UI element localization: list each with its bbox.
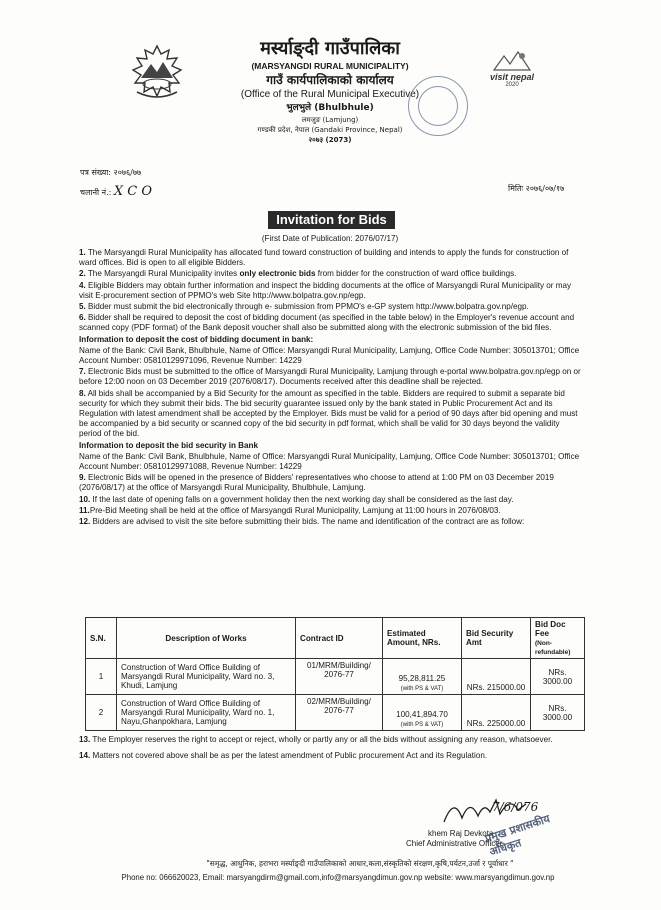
paragraph-14: 14. Matters not covered above shall be as per the latest amendment of Public procurement Act and its Regulation. [79, 751, 488, 761]
district-name: लमजुङ (Lamjung) [301, 116, 359, 124]
letter-date-label: मितिः [508, 184, 524, 193]
letter-date-value: २०७६/०७/१७ [525, 184, 565, 193]
paragraph-2: 2. The Marsyangdi Rural Municipality invites only electronic bids from bidder for the construction of ward office buildings. [79, 269, 517, 279]
visit-nepal-text: visit nepal [489, 72, 534, 82]
signature-date: 7/6/076 [492, 800, 539, 814]
cell-contract-id: 02/MRM/Building/ 2076-77 [296, 695, 383, 731]
col-estimated-amount: Estimated Amount, NRs. [383, 618, 462, 659]
cell-estimated-amount: 100,41,894.70 (with PS & VAT) [383, 695, 462, 731]
bank-info-2: Name of the Bank: Civil Bank, Bhulbhule, Name of Office: Marsyangdi Rural Municipality, Lamjung, Office Code Number: 305013701; Office Account Number: 05810129971088, Revenue Number: 14229 [79, 451, 580, 472]
col-contract-id: Contract ID [296, 618, 383, 659]
signatory-name: khem Raj Devkota [428, 829, 494, 838]
cell-sn: 2 [86, 695, 117, 731]
letter-number-label: पत्र संख्या: [80, 168, 111, 177]
paragraph-11: 11.Pre-Bid Meeting shall be held at the office of Marsyangdi Rural Municipality, Lamjung at 11:00 hours in 2076/08/03. [79, 505, 501, 515]
nepal-emblem-logo [125, 42, 189, 102]
paragraph-13: 13. The Employer reserves the right to accept or reject, wholly or partly any or all the bids without assigning any reason, whatsoever. [79, 735, 553, 744]
letter-number-value: २०७६/७७ [113, 168, 142, 177]
col-bid-doc-fee: Bid Doc Fee (Non-refundable) [531, 618, 585, 659]
contract-table [85, 617, 585, 731]
stamp-text: प्रमुख प्रशासकीय अधिकृत [483, 812, 552, 859]
dispatch-number-label: चलानी नं.: [80, 188, 112, 197]
letter-date [508, 183, 564, 194]
cell-sn: 1 [86, 659, 117, 695]
publication-date: (First Date of Publication: 2076/07/17) [261, 234, 399, 243]
province-name: गण्डकी प्रदेश, नेपाल (Gandaki Province, Nepal) [257, 126, 403, 134]
table-header-row [86, 618, 585, 659]
municipality-name-np: मर्स्याङ्दी गाउँपालिका [260, 38, 400, 59]
footer-contact: Phone no: 066620023, Email: marsyangdirm@gmail.com,info@marsyangdimun.gov.np website: www.marsyangdimun.gov.np [121, 873, 555, 882]
cell-bid-security: NRs. 215000.00 [462, 659, 531, 695]
col-description: Description of Works [117, 618, 296, 659]
bank-info-1: Name of the Bank: Civil Bank, Bhulbhule, Name of Office: Marsyangdi Rural Municipality, Lamjung, Office Code Number: 305013701; Office Account Number: 05810129971096, Revenue Number: 14229 [79, 345, 580, 366]
established-year: २०७३ (2073) [308, 136, 352, 144]
paragraph-8: 8. All bids shall be accompanied by a Bid Security for the amount as specified in the table. Bidders are required to submit a separate bid security for which they submit their bids. The bid security guarantee issued only by the bank stated in Public Procurement Act and its Regulation with latest amendment shall be accepted by the Employer. Bids must be valid for a period of 90 days after bid opening and must be accompanied by a bid security or scanned copy of the bid security in pdf format, which shall be valid for 30 days beyond the validity period of the bid. [79, 388, 578, 439]
paragraph-9: 9. Electronic Bids will be opened in the presence of Bidders' representatives who choose to attend at 1:00 PM on 03 December 2019 (2076/08/17) at the office of Marsyangdi Rural Municipality, Bhulbhule, Lamjung. [79, 473, 554, 493]
document-title: Invitation for Bids [268, 211, 395, 229]
footer-slogan: "समृद्ध, आधुनिक, हराभरा मर्स्याङ्दी गाउँपालिकाको आधार,कला,संस्कृतिको संरक्षण,कृषि,पर्यटन,उर्जा र पूर्वाधार " [206, 859, 514, 868]
cell-bid-security: NRs. 225000.00 [462, 695, 531, 731]
office-name-np: गाउँ कार्यपालिकाको कार्यालय [266, 73, 394, 87]
cell-bid-doc-fee: NRs. 3000.00 [531, 695, 585, 731]
paragraph-4: 4. Eligible Bidders may obtain further information and inspect the bidding documents at the office of Marsyangdi Rural Municipality or may visit E-procurement section of PPMO's web Site http://www.bolpatra.gov.np/egp. [79, 280, 572, 300]
table-row [86, 659, 585, 695]
dispatch-number [80, 184, 152, 199]
cell-bid-doc-fee: NRs. 3000.00 [531, 659, 585, 695]
cell-description: Construction of Ward Office Building of Marsyangdi Rural Municipality, Ward no. 3, Khudi, Lamjung [117, 659, 296, 695]
place-name: भुलभुले (Bhulbhule) [286, 103, 374, 113]
paragraph-6: 6. Bidder shall be required to deposit the cost of bidding document (as specified in the table below) in the Employer's revenue account and scanned copy (PDF format) of the Bank deposit voucher shall also be submitted along with the electronic submission of the bid files. [79, 313, 575, 333]
paragraph-10: 10. If the last date of opening falls on a government holiday then the next working day shall be considered as the last day. [79, 494, 514, 504]
paragraph-12: 12. Bidders are advised to visit the site before submitting their bids. The name and identification of the contract are as follow: [79, 517, 525, 527]
paragraph-5: 5. Bidder must submit the bid electronically through e- submission from PPMO's e-GP system http://www.bolpatra.gov.np/egp. [79, 302, 529, 312]
cell-estimated-amount: 95,28,811.25 (with PS & VAT) [383, 659, 462, 695]
col-bid-security: Bid Security Amt [462, 618, 531, 659]
bank-info-title-2: Information to deposit the bid security in Bank [79, 440, 258, 450]
visit-nepal-year: 2020 [505, 82, 519, 88]
cell-contract-id: 01/MRM/Building/ 2076-77 [296, 659, 383, 695]
paragraph-7: 7. Electronic Bids must be submitted to the office of Marsyangdi Rural Municipality, Lamjung through e-portal www.bolpatra.gov.np/egp on or before 12:00 noon on 03 December 2019 (2076/08/17). Documents received after this deadline shall be rejected. [79, 367, 581, 387]
bank-info-title-1: Information to deposit the cost of bidding document in bank: [79, 334, 314, 344]
visit-nepal-logo [482, 50, 542, 100]
office-stamp [408, 76, 468, 136]
paragraph-1: 1. The Marsyangdi Rural Municipality has allocated fund toward construction of building and intends to apply the funds for construction of ward offices. Bid is open to all eligible Bidders. [79, 248, 569, 268]
dispatch-number-value: X C O [113, 184, 152, 199]
signatory-title: Chief Administrative Officer [406, 839, 503, 848]
table-row [86, 695, 585, 731]
col-sn: S.N. [86, 618, 117, 659]
letter-number [80, 167, 141, 178]
office-name-en: (Office of the Rural Municipal Executive) [240, 89, 420, 100]
municipality-name-en: (MARSYANGDI RURAL MUNICIPALITY) [251, 61, 409, 71]
cell-description: Construction of Ward Office Building of Marsyangdi Rural Municipality, Ward no. 1, Nayu,Ghanpokhara, Lamjung [117, 695, 296, 731]
